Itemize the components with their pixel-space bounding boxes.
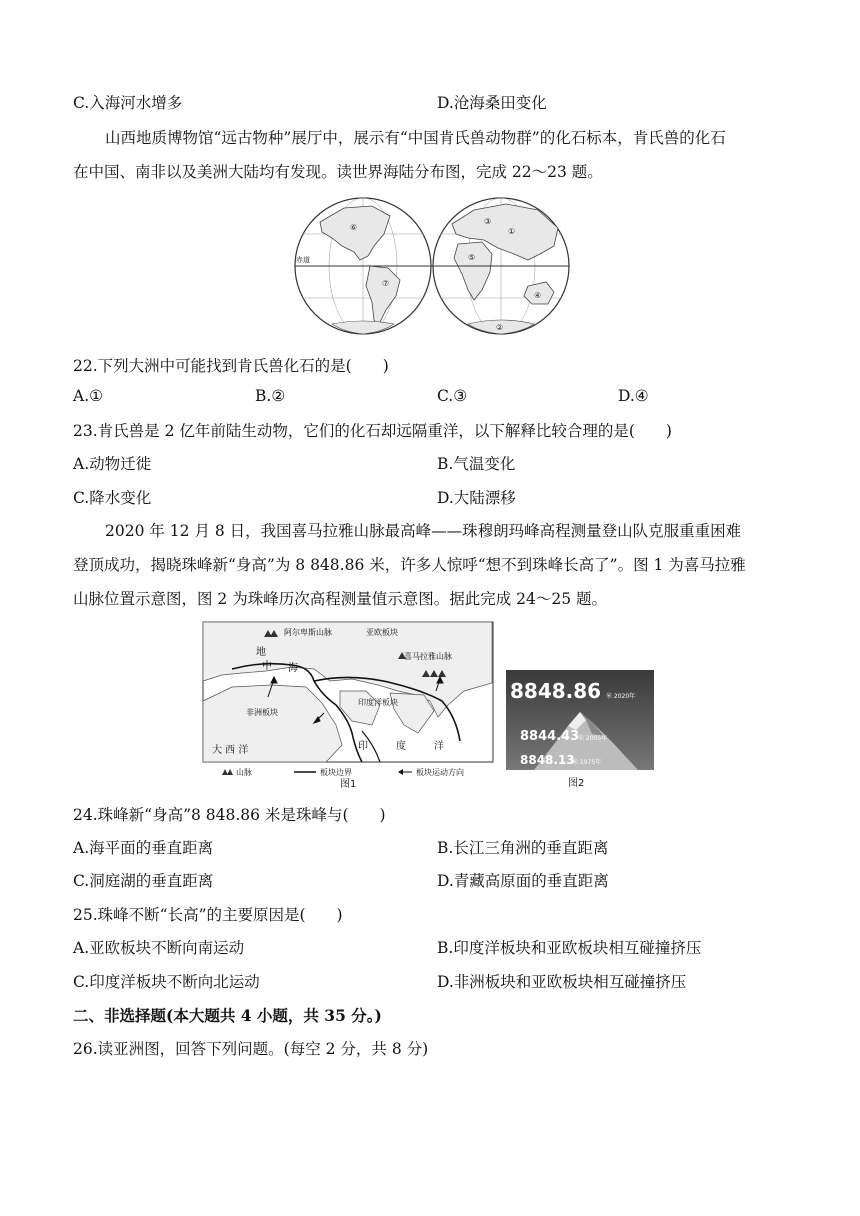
intro-24-line2: 登顶成功，揭晓珠峰新“身高”为 8 848.86 米，许多人惊呼“想不到珠峰长高了”。图 1 为喜马拉雅 [73,556,746,574]
label-di: 地 [256,647,266,658]
label-eurasian-plate: 亚欧板块 [366,628,398,637]
height-2005: 8844.43 [520,729,580,744]
q24-option-d: D.青藏高原面的垂直距离 [437,872,609,890]
intro-24-line1: 2020 年 12 月 8 日，我国喜马拉雅山脉最高峰——珠穆朗玛峰高程测量登山队克服重重困难 [105,522,742,540]
q21-option-c: C.入海河水增多 [73,94,183,112]
q21-option-d: D.沧海桑田变化 [437,94,547,112]
world-hemisphere-map [292,194,572,342]
q24-stem: 24.珠峰新“身高”8 848.86 米是珠峰与( ) [73,806,386,824]
label-du: 度 [396,741,406,752]
marker-3: ③ [484,217,492,226]
intro-22-line1: 山西地质博物馆“远古物种”展厅中，展示有“中国肯氏兽动物群”的化石标本，肯氏兽的化石 [105,129,726,147]
legend-direction: 板块运动方向 [416,768,464,777]
q22-option-c: C.③ [437,387,468,405]
q23-option-d: D.大陆漂移 [437,489,516,507]
legend-boundary: 板块边界 [320,768,352,777]
figure-2-everest-heights [506,670,654,790]
height-2020: 8848.86 [510,679,602,703]
q25-option-c: C.印度洋板块不断向北运动 [73,973,260,991]
marker-1: ① [508,227,516,236]
q24-option-a: A.海平面的垂直距离 [73,839,214,857]
q23-stem: 23.肯氏兽是 2 亿年前陆生动物，它们的化石却远隔重洋，以下解释比较合理的是( ) [73,422,672,440]
figure-1-plate-map [202,621,496,791]
year-2005: 米 2005年 [578,735,608,742]
label-african-plate: 非洲板块 [246,708,278,717]
marker-7: ⑦ [382,279,390,288]
year-1975: 米 1975年 [572,759,602,766]
label-zhong: 中 [262,661,272,672]
label-atlantic: 大 西 洋 [212,745,249,756]
section-2-title: 二、非选择题(本大题共 4 小题，共 35 分。) [73,1006,382,1025]
intro-24-line3: 山脉位置示意图，图 2 为珠峰历次高程测量值示意图。据此完成 24～25 题。 [73,590,608,608]
marker-5: ⑤ [468,253,476,262]
label-alps: 阿尔卑斯山脉 [284,628,332,637]
marker-6: ⑥ [350,223,358,232]
figure-2-caption: 图2 [568,778,585,789]
intro-22-line2: 在中国、南非以及美洲大陆均有发现。读世界海陆分布图，完成 22～23 题。 [73,163,603,181]
q22-option-b: B.② [255,387,286,405]
q22-stem: 22.下列大洲中可能找到肯氏兽化石的是( ) [73,357,389,375]
q24-option-b: B.长江三角洲的垂直距离 [437,839,609,857]
q22-option-a: A.① [73,387,104,405]
q25-option-d: D.非洲板块和亚欧板块相互碰撞挤压 [437,973,687,991]
q22-option-d: D.④ [618,387,649,405]
label-yang: 洋 [434,741,444,752]
q26-stem: 26.读亚洲图，回答下列问题。(每空 2 分，共 8 分) [73,1040,429,1058]
q25-option-a: A.亚欧板块不断向南运动 [73,939,245,957]
q23-option-a: A.动物迁徙 [73,455,152,473]
marker-4: ④ [534,291,542,300]
label-hai: 海 [288,663,298,674]
q25-option-b: B.印度洋板块和亚欧板块相互碰撞挤压 [437,939,702,957]
label-himalaya: 喜马拉雅山脉 [404,652,452,661]
equator-label: 赤道 [296,256,310,264]
label-indian-plate: 印度洋板块 [358,698,398,707]
figure-1-caption: 图1 [340,779,357,790]
year-2020: 米 2020年 [606,693,636,700]
q25-stem: 25.珠峰不断“长高”的主要原因是( ) [73,906,343,924]
q23-option-c: C.降水变化 [73,489,152,507]
height-1975: 8848.13 [520,753,575,767]
legend-mountain: 山脉 [236,768,252,777]
label-yin: 印 [358,741,368,752]
q24-option-c: C.洞庭湖的垂直距离 [73,872,214,890]
q23-option-b: B.气温变化 [437,455,516,473]
marker-2: ② [496,323,504,332]
